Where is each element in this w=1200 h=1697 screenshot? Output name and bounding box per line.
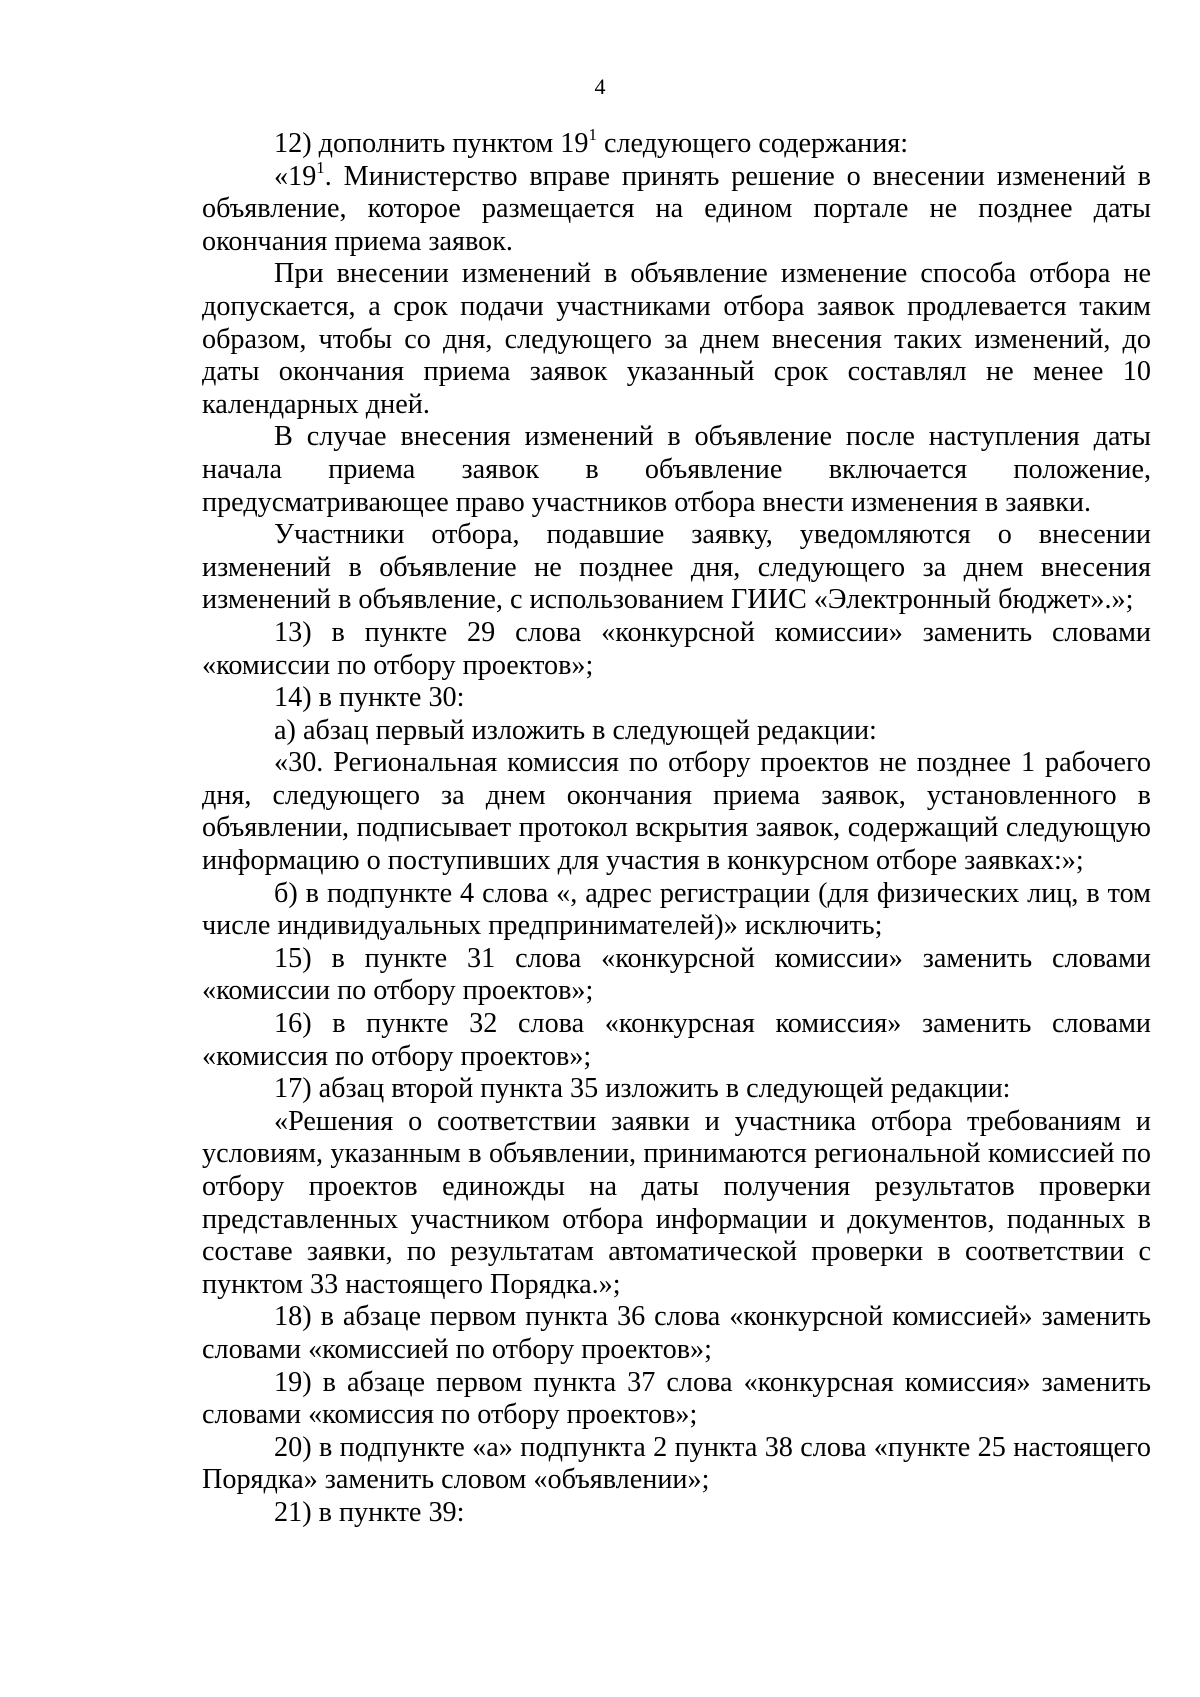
paragraph: 17) абзац второй пункта 35 изложить в следующей редакции: bbox=[274, 1073, 1011, 1105]
paragraph: 19) в абзаце первом пункта 37 слова «конкурсная комиссия» заменить словами «комиссия по отбору проектов»; bbox=[202, 1366, 1151, 1431]
paragraph: В случае внесения изменений в объявление после наступления даты начала приема заявок в объявление включается положение, предусматривающее право участников отбора внести изменения в заявки. bbox=[202, 421, 1151, 518]
paragraph: Участники отбора, подавшие заявку, уведомляются о внесении изменений в объявление не позднее дня, следующего за днем внесения изменений в объявление, с использованием ГИИС «Электронный бюджет».»; bbox=[202, 519, 1151, 616]
paragraph: 14) в пункте 30: bbox=[274, 682, 465, 714]
paragraph: 13) в пункте 29 слова «конкурсной комиссии» заменить словами «комиссии по отбору проектов»; bbox=[202, 616, 1151, 681]
page-number: 4 bbox=[594, 74, 606, 99]
paragraph-text: «19 bbox=[274, 160, 317, 192]
paragraph: 16) в пункте 32 слова «конкурсная комиссия» заменить словами «комиссия по отбору проектов»; bbox=[202, 1008, 1151, 1072]
paragraph-text: 12) дополнить пунктом 19 bbox=[274, 128, 589, 159]
paragraph bbox=[202, 157, 1151, 259]
paragraph: 21) в пункте 39: bbox=[274, 1496, 465, 1528]
paragraph: «Решения о соответствии заявки и участника отбора требованиям и условиям, указанным в объявлении, принимаются региональной комиссией по отбору проектов единожды на даты получения результатов проверки представленных участником отбора информации и документов, поданных в составе заявки, по результатам автоматической проверки в соответствии с пунктом 33 настоящего Порядка.»; bbox=[202, 1105, 1151, 1300]
paragraph bbox=[202, 124, 1151, 161]
paragraph: б) в подпункте 4 слова «, адрес регистрации (для физических лиц, в том числе индивидуальных предпринимателей)» исключить; bbox=[202, 877, 1151, 942]
superscript: 1 bbox=[316, 157, 325, 177]
paragraph-text: . Министерство вправе принять решение о внесении изменений в объявление, которое размещается на едином портале не позднее даты окончания приема заявок. bbox=[202, 160, 1151, 257]
superscript: 1 bbox=[588, 124, 597, 144]
paragraph: 20) в подпункте «а» подпункта 2 пункта 38 слова «пункте 25 настоящего Порядка» заменить словом «объявлении»; bbox=[202, 1431, 1151, 1496]
paragraph-text: следующего содержания: bbox=[596, 128, 909, 159]
paragraph: При внесении изменений в объявление изменение способа отбора не допускается, а срок подачи участниками отбора заявок продлевается таким образом, чтобы со дня, следующего за днем внесения таких изменений, до даты окончания приема заявок указанный срок составлял не менее 10 календарных дней. bbox=[202, 258, 1151, 420]
paragraph: 15) в пункте 31 слова «конкурсной комиссии» заменить словами «комиссии по отбору проектов»; bbox=[202, 942, 1151, 1007]
document-body bbox=[202, 124, 1151, 1530]
paragraph: «30. Региональная комиссия по отбору проектов не позднее 1 рабочего дня, следующего за днем окончания приема заявок, установленного в объявлении, подписывает протокол вскрытия заявок, содержащий следующую информацию о поступивших для участия в конкурсном отборе заявках:»; bbox=[202, 747, 1151, 877]
paragraph: 18) в абзаце первом пункта 36 слова «конкурсной комиссией» заменить словами «комиссией по отбору проектов»; bbox=[202, 1301, 1151, 1365]
paragraph: а) абзац первый изложить в следующей редакции: bbox=[274, 714, 877, 746]
